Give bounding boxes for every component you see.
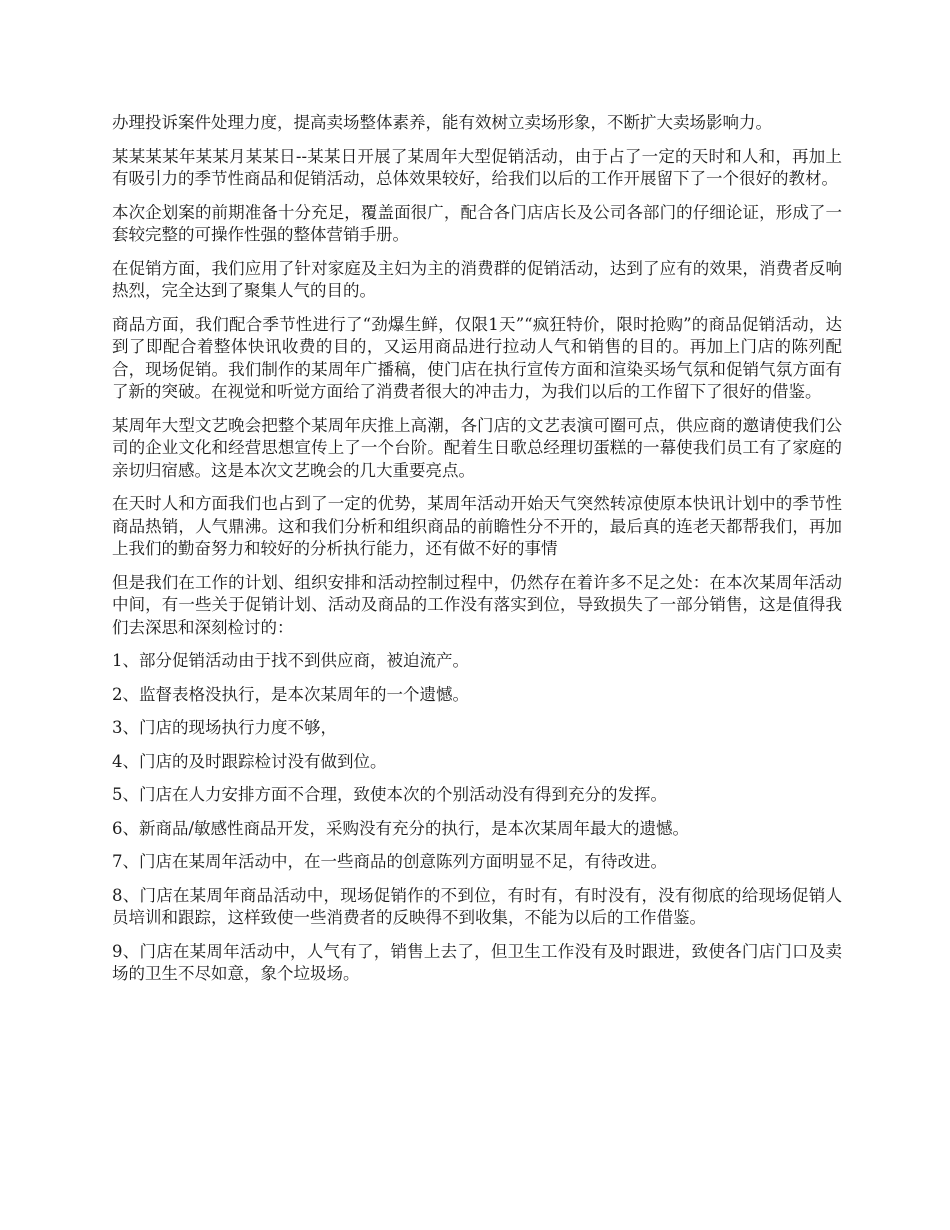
list-item: 1、部分促销活动由于找不到供应商，被迫流产。 bbox=[112, 651, 469, 670]
list-item: 4、门店的及时跟踪检讨没有做到位。 bbox=[112, 751, 387, 771]
list-item: 2、监督表格没执行，是本次某周年的一个遗憾。 bbox=[112, 684, 469, 704]
paragraph: 在天时人和方面我们也占到了一定的优势，某周年活动开始天气突然转凉使原本快讯计划中的季节性商品热销，人气鼎沸。这和我们分析和组织商品的前瞻性分不开的，最后真的连老天都帮我们，再加上我们的勤奋努力和较好的分析执行能力，还有做不好的事情 bbox=[112, 494, 842, 558]
list-item: 7、门店在某周年活动中，在一些商品的创意陈列方面明显不足，有待改进。 bbox=[112, 852, 667, 871]
list-item: 5、门店在人力安排方面不合理，致使本次的个别活动没有得到充分的发挥。 bbox=[112, 785, 667, 804]
list-item: 9、门店在某周年活动中，人气有了，销售上去了，但卫生工作没有及时跟进，致使各门店门口及卖场的卫生不尽如意，象个垃圾场。 bbox=[112, 941, 842, 983]
document-body bbox=[112, 112, 842, 997]
paragraph: 办理投诉案件处理力度，提高卖场整体素养，能有效树立卖场形象，不断扩大卖场影响力。 bbox=[112, 113, 772, 132]
paragraph: 但是我们在工作的计划、组织安排和活动控制过程中，仍然存在着许多不足之处：在本次某周年活动中间，有一些关于促销计划、活动及商品的工作没有落实到位，导致损失了一部分销售，这是值得我们去深思和深刻检讨的： bbox=[112, 572, 842, 637]
list-item: 8、门店在某周年商品活动中，现场促销作的不到位，有时有，有时没有，没有彻底的给现场促销人员培训和跟踪，这样致使一些消费者的反映得不到收集，不能为以后的工作借鉴。 bbox=[112, 885, 842, 927]
paragraph: 本次企划案的前期准备十分充足，覆盖面很广，配合各门店店长及公司各部门的仔细论证，形成了一套较完整的可操作性强的整体营销手册。 bbox=[112, 202, 842, 244]
paragraph: 商品方面，我们配合季节性进行了“劲爆生鲜，仅限1天”“疯狂特价，限时抢购”的商品促销活动，达到了即配合着整体快讯收费的目的，又运用商品进行拉动人气和销售的目的。再加上门店的陈列配合，现场促销。我们制作的某周年广播稿，使门店在执行宣传方面和渲染买场气氛和促销气氛方面有了新的突破。在视觉和听觉方面给了消费者很大的冲击力，为我们以后的工作留下了很好的借鉴。 bbox=[112, 314, 842, 401]
paragraph: 某某某某年某某月某某日--某某日开展了某周年大型促销活动，由于占了一定的天时和人和，再加上有吸引力的季节性商品和促销活动，总体效果较好，给我们以后的工作开展留下了一个很好的教材。 bbox=[112, 146, 842, 188]
paragraph: 某周年大型文艺晚会把整个某周年庆推上高潮，各门店的文艺表演可圈可点，供应商的邀请使我们公司的企业文化和经营思想宣传上了一个台阶。配着生日歌总经理切蛋糕的一幕使我们员工有了家庭的亲切归宿感。这是本次文艺晚会的几大重要亮点。 bbox=[112, 415, 842, 480]
paragraph: 在促销方面，我们应用了针对家庭及主妇为主的消费群的促销活动，达到了应有的效果，消费者反响热烈，完全达到了聚集人气的目的。 bbox=[112, 258, 842, 300]
list-item: 6、新商品/敏感性商品开发，采购没有充分的执行，是本次某周年最大的遗憾。 bbox=[112, 818, 690, 838]
list-item: 3、门店的现场执行力度不够， bbox=[112, 718, 337, 737]
